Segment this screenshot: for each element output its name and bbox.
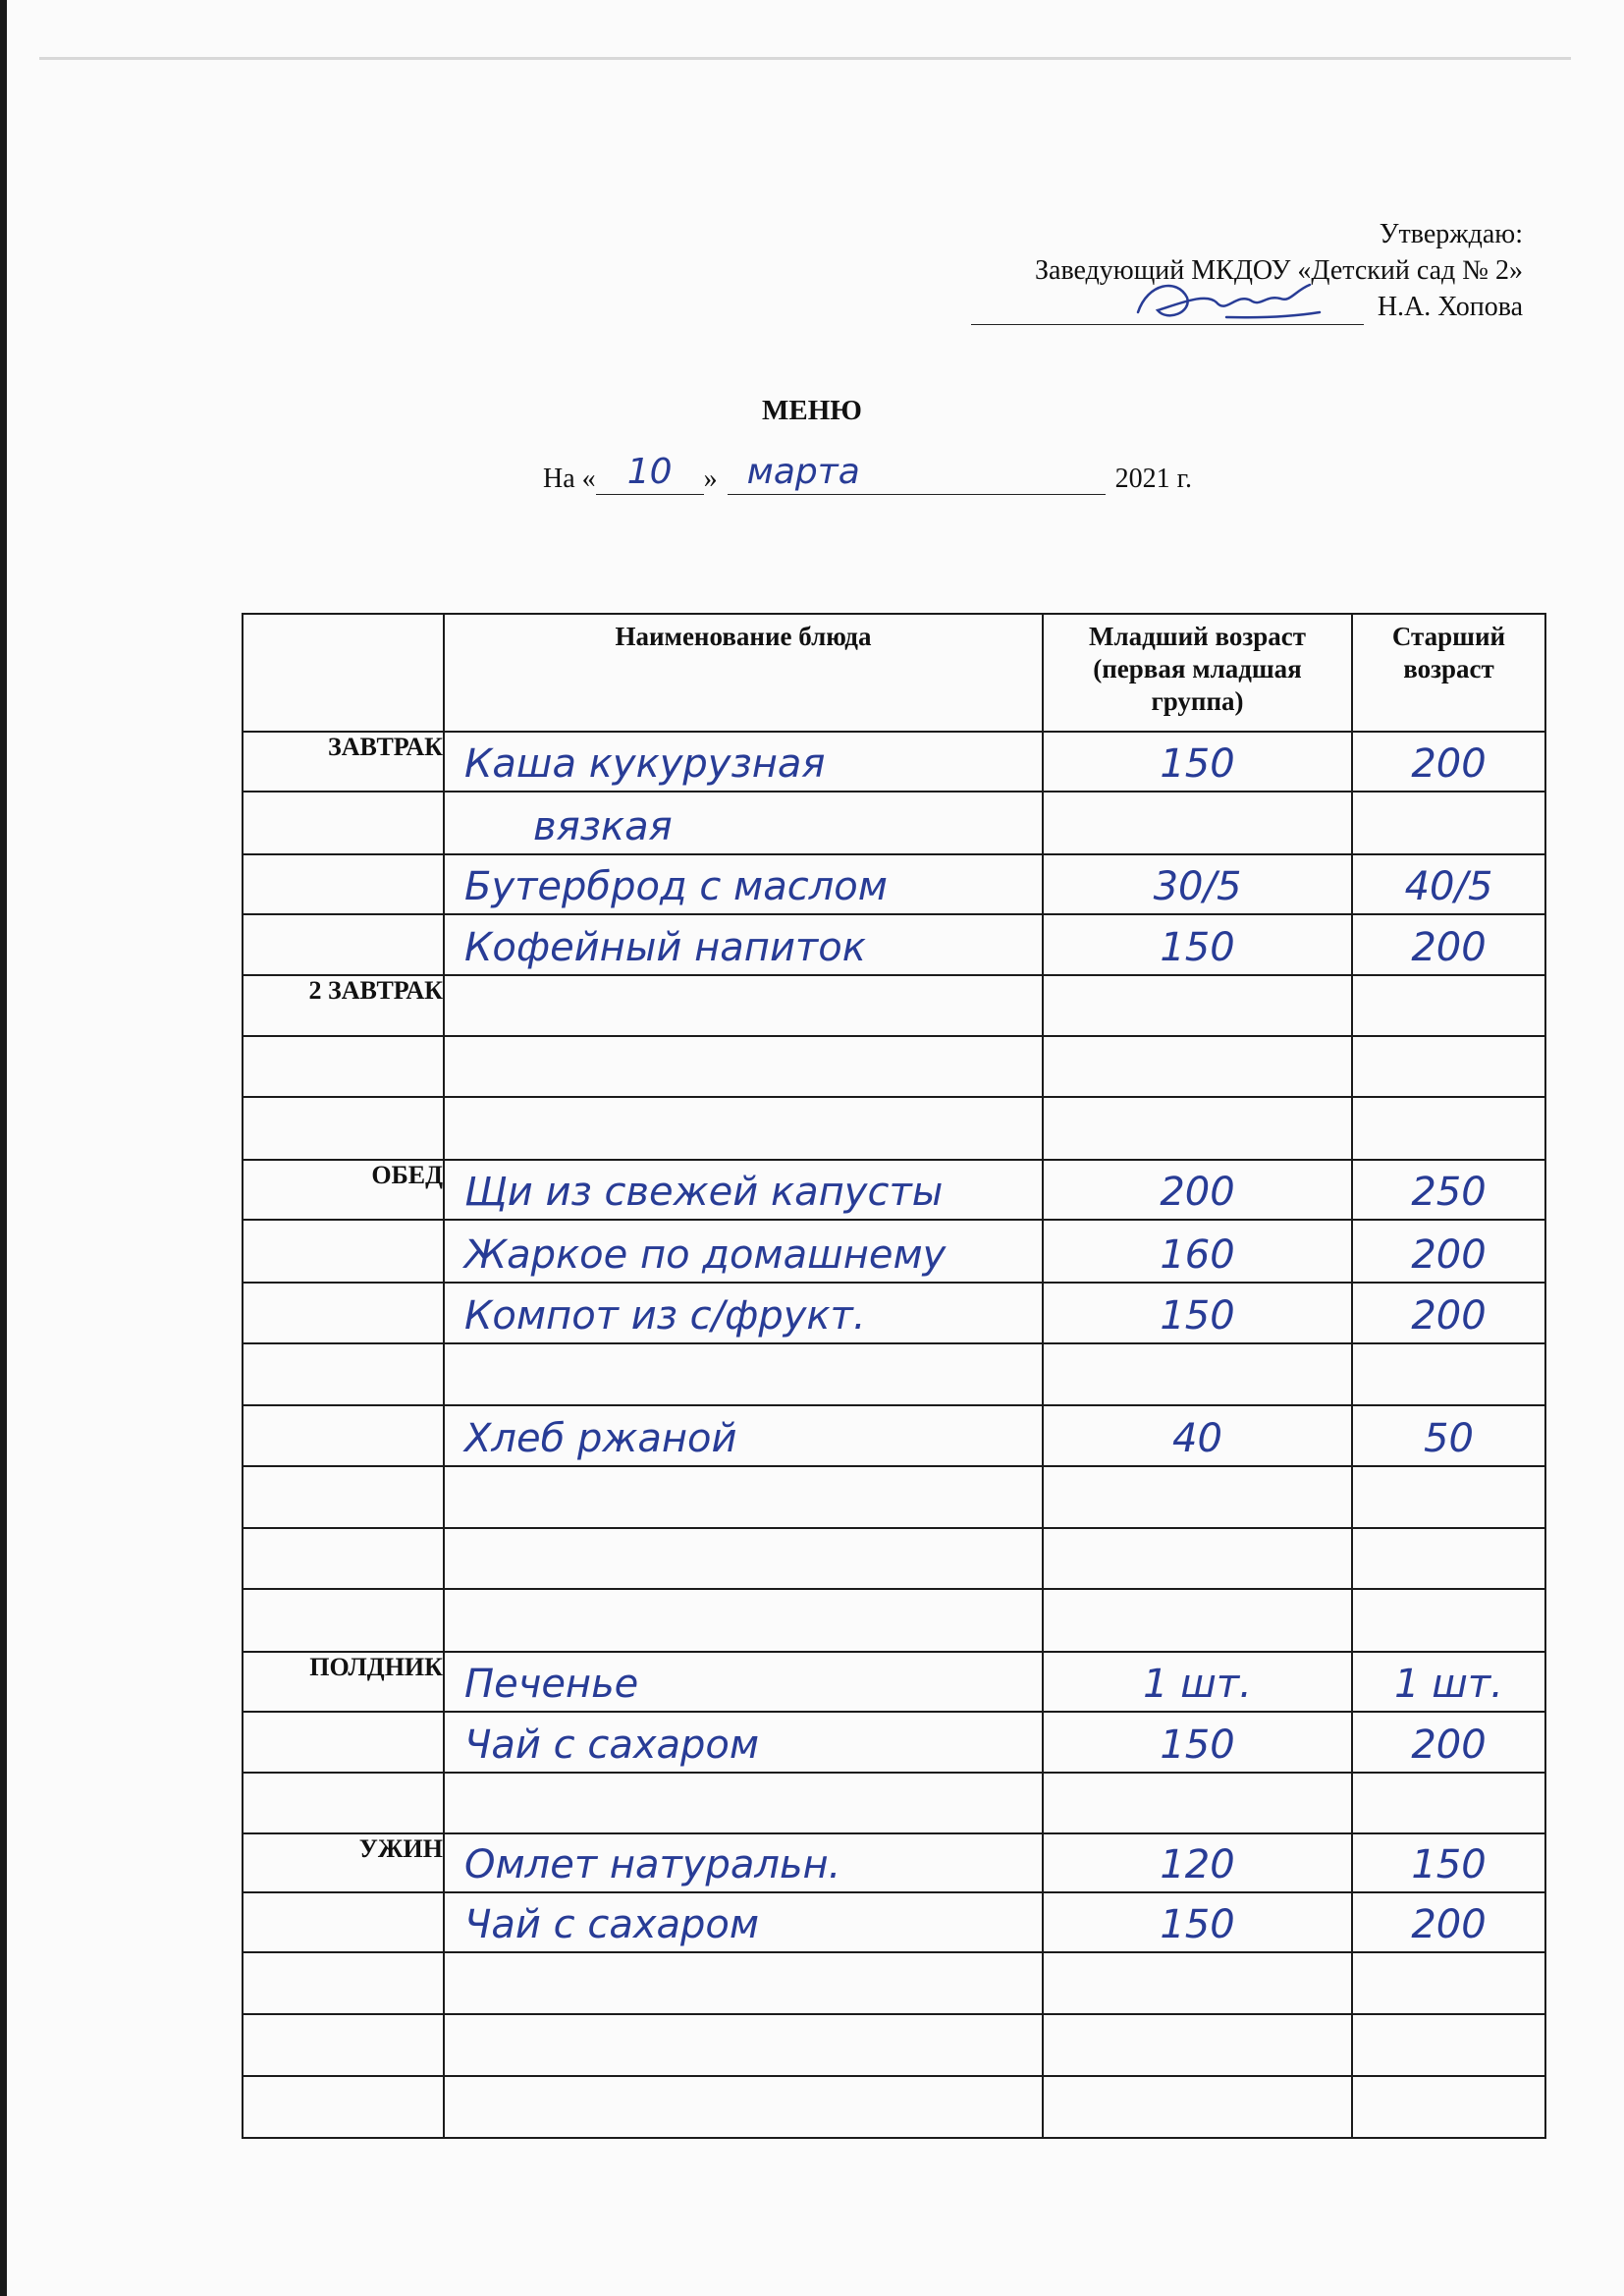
dish-cell — [444, 2014, 1043, 2076]
header-senior: Старший возраст — [1352, 614, 1545, 732]
senior-portion: 150 — [1411, 1842, 1487, 1887]
senior-portion: 40/5 — [1404, 864, 1493, 909]
meal-cell — [243, 914, 444, 975]
signature-line — [971, 289, 1523, 325]
page-title: МЕНЮ — [762, 395, 862, 426]
approver-name: Н.А. Хопова — [1377, 292, 1523, 322]
senior-portion-cell — [1352, 2014, 1545, 2076]
table-row — [243, 1652, 1545, 1712]
dish-cell — [444, 854, 1043, 914]
senior-portion-cell — [1352, 1952, 1545, 2014]
senior-portion: 1 шт. — [1394, 1662, 1503, 1707]
junior-portion-cell — [1043, 1952, 1352, 2014]
senior-portion-cell — [1352, 1892, 1545, 1952]
meal-cell — [243, 2014, 444, 2076]
senior-portion-cell — [1352, 1773, 1545, 1833]
table-row — [243, 1220, 1545, 1283]
dish-cell — [444, 1036, 1043, 1097]
dish-cell — [444, 1892, 1043, 1952]
meal-cell — [243, 2076, 444, 2138]
senior-portion-cell — [1352, 792, 1545, 854]
meal-cell — [243, 1097, 444, 1160]
dish-name: Чай с сахаром — [464, 1722, 760, 1768]
junior-portion: 150 — [1160, 741, 1235, 787]
table-row — [243, 1466, 1545, 1528]
dish-cell — [444, 1283, 1043, 1343]
junior-portion: 150 — [1160, 1293, 1235, 1339]
meal-cell — [243, 1220, 444, 1283]
dish-cell — [444, 1652, 1043, 1712]
table-row — [243, 914, 1545, 975]
meal-cell — [243, 1589, 444, 1652]
table-row — [243, 1952, 1545, 2014]
senior-portion: 250 — [1411, 1170, 1487, 1215]
menu-table — [242, 613, 1546, 2139]
table-row — [243, 854, 1545, 914]
dish-cell — [444, 792, 1043, 854]
dish-name: Компот из с/фрукт. — [464, 1293, 866, 1339]
meal-cell — [243, 1036, 444, 1097]
table-row — [243, 1405, 1545, 1466]
table-header-row — [243, 614, 1545, 732]
dish-cell — [444, 1466, 1043, 1528]
table-row — [243, 732, 1545, 792]
dish-name: Чай с сахаром — [464, 1902, 760, 1947]
senior-portion-cell — [1352, 1833, 1545, 1892]
meal-cell — [243, 1773, 444, 1833]
junior-portion-cell — [1043, 1589, 1352, 1652]
junior-portion-cell — [1043, 1466, 1352, 1528]
date-month: марта — [746, 452, 860, 492]
dish-cell — [444, 1097, 1043, 1160]
approval-line2: Заведующий МКДОУ «Детский сад № 2» — [1034, 255, 1523, 286]
scan-streak — [39, 57, 1571, 60]
dish-cell — [444, 975, 1043, 1036]
meal-cell: ПОЛДНИК — [243, 1652, 444, 1712]
meal-cell — [243, 1343, 444, 1405]
senior-portion-cell — [1352, 1220, 1545, 1283]
meal-cell — [243, 1283, 444, 1343]
dish-name: Омлет натуральн. — [464, 1842, 841, 1887]
senior-portion-cell — [1352, 1528, 1545, 1589]
senior-portion-cell — [1352, 914, 1545, 975]
dish-cell — [444, 732, 1043, 792]
senior-portion: 200 — [1411, 925, 1487, 970]
scan-edge — [0, 0, 7, 2296]
senior-portion: 200 — [1411, 1902, 1487, 1947]
meal-cell: 2 ЗАВТРАК — [243, 975, 444, 1036]
meal-cell — [243, 1712, 444, 1773]
senior-portion-cell — [1352, 1343, 1545, 1405]
dish-cell — [444, 914, 1043, 975]
header-dish: Наименование блюда — [444, 614, 1043, 732]
table-row — [243, 1283, 1545, 1343]
junior-portion-cell — [1043, 1892, 1352, 1952]
meal-cell: ЗАВТРАК — [243, 732, 444, 792]
table-row — [243, 1097, 1545, 1160]
senior-portion-cell — [1352, 1712, 1545, 1773]
dish-name: Печенье — [464, 1662, 639, 1707]
date-prefix: На « — [543, 464, 596, 494]
junior-portion-cell — [1043, 854, 1352, 914]
dish-cell — [444, 1589, 1043, 1652]
meal-cell — [243, 1405, 444, 1466]
junior-portion-cell — [1043, 1097, 1352, 1160]
dish-name: Каша кукурузная — [464, 741, 826, 787]
junior-portion-cell — [1043, 1773, 1352, 1833]
junior-portion-cell — [1043, 732, 1352, 792]
date-day-field — [596, 452, 704, 495]
dish-cell — [444, 2076, 1043, 2138]
meal-cell — [243, 1952, 444, 2014]
dish-name: вязкая — [533, 804, 673, 849]
junior-portion-cell — [1043, 1160, 1352, 1220]
date-day: 10 — [626, 452, 673, 492]
meal-cell — [243, 1892, 444, 1952]
header-meal — [243, 614, 444, 732]
approval-line1: Утверждаю: — [1379, 219, 1523, 249]
dish-cell — [444, 1160, 1043, 1220]
dish-name: Кофейный напиток — [464, 925, 866, 970]
dish-name: Хлеб ржаной — [464, 1416, 737, 1461]
table-row — [243, 1892, 1545, 1952]
meal-cell — [243, 1466, 444, 1528]
date-quote-close: » — [703, 464, 718, 494]
junior-portion-cell — [1043, 2014, 1352, 2076]
dish-cell — [444, 1773, 1043, 1833]
senior-portion-cell — [1352, 732, 1545, 792]
junior-portion-cell — [1043, 1036, 1352, 1097]
junior-portion: 1 шт. — [1143, 1662, 1252, 1707]
senior-portion: 200 — [1411, 741, 1487, 787]
date-month-field — [728, 452, 1106, 495]
table-row — [243, 1773, 1545, 1833]
senior-portion-cell — [1352, 1283, 1545, 1343]
junior-portion: 150 — [1160, 1902, 1235, 1947]
junior-portion-cell — [1043, 1528, 1352, 1589]
junior-portion: 150 — [1160, 925, 1235, 970]
senior-portion-cell — [1352, 975, 1545, 1036]
header-junior: Младший возраст (первая младшая группа) — [1043, 614, 1352, 732]
table-row — [243, 1343, 1545, 1405]
signature-blank — [971, 295, 1364, 325]
senior-portion-cell — [1352, 1466, 1545, 1528]
meal-cell: ОБЕД — [243, 1160, 444, 1220]
dish-name: Жаркое по домашнему — [464, 1232, 947, 1278]
senior-portion-cell — [1352, 1405, 1545, 1466]
junior-portion-cell — [1043, 1405, 1352, 1466]
date-year: 2021 г. — [1114, 464, 1192, 494]
dish-cell — [444, 1833, 1043, 1892]
table-row — [243, 1712, 1545, 1773]
table-row — [243, 2076, 1545, 2138]
table-row — [243, 1833, 1545, 1892]
meal-cell — [243, 854, 444, 914]
dish-cell — [444, 1405, 1043, 1466]
junior-portion: 40 — [1172, 1416, 1222, 1461]
junior-portion-cell — [1043, 792, 1352, 854]
junior-portion: 150 — [1160, 1722, 1235, 1768]
dish-cell — [444, 1952, 1043, 2014]
junior-portion: 30/5 — [1153, 864, 1242, 909]
junior-portion-cell — [1043, 1652, 1352, 1712]
approval-block — [971, 216, 1523, 325]
junior-portion-cell — [1043, 914, 1352, 975]
table-row — [243, 2014, 1545, 2076]
table-row — [243, 1589, 1545, 1652]
table-row — [243, 1160, 1545, 1220]
junior-portion-cell — [1043, 2076, 1352, 2138]
junior-portion-cell — [1043, 975, 1352, 1036]
senior-portion-cell — [1352, 854, 1545, 914]
date-line — [543, 452, 1192, 495]
senior-portion: 200 — [1411, 1232, 1487, 1278]
senior-portion: 200 — [1411, 1293, 1487, 1339]
dish-cell — [444, 1712, 1043, 1773]
senior-portion-cell — [1352, 1160, 1545, 1220]
senior-portion-cell — [1352, 1589, 1545, 1652]
meal-cell — [243, 792, 444, 854]
dish-cell — [444, 1343, 1043, 1405]
junior-portion: 160 — [1160, 1232, 1235, 1278]
junior-portion-cell — [1043, 1833, 1352, 1892]
meal-cell: УЖИН — [243, 1833, 444, 1892]
junior-portion-cell — [1043, 1343, 1352, 1405]
junior-portion-cell — [1043, 1712, 1352, 1773]
dish-cell — [444, 1528, 1043, 1589]
meal-cell — [243, 1528, 444, 1589]
dish-cell — [444, 1220, 1043, 1283]
senior-portion-cell — [1352, 1036, 1545, 1097]
dish-name: Щи из свежей капусты — [464, 1170, 944, 1215]
dish-name: Бутерброд с маслом — [464, 864, 888, 909]
signature-icon — [1128, 273, 1325, 332]
junior-portion-cell — [1043, 1220, 1352, 1283]
junior-portion: 120 — [1160, 1842, 1235, 1887]
senior-portion: 200 — [1411, 1722, 1487, 1768]
table-row — [243, 975, 1545, 1036]
table-row — [243, 1036, 1545, 1097]
senior-portion-cell — [1352, 2076, 1545, 2138]
junior-portion-cell — [1043, 1283, 1352, 1343]
menu-body — [243, 732, 1545, 2138]
senior-portion-cell — [1352, 1652, 1545, 1712]
junior-portion: 200 — [1160, 1170, 1235, 1215]
senior-portion: 50 — [1424, 1416, 1474, 1461]
table-row — [243, 792, 1545, 854]
senior-portion-cell — [1352, 1097, 1545, 1160]
table-row — [243, 1528, 1545, 1589]
